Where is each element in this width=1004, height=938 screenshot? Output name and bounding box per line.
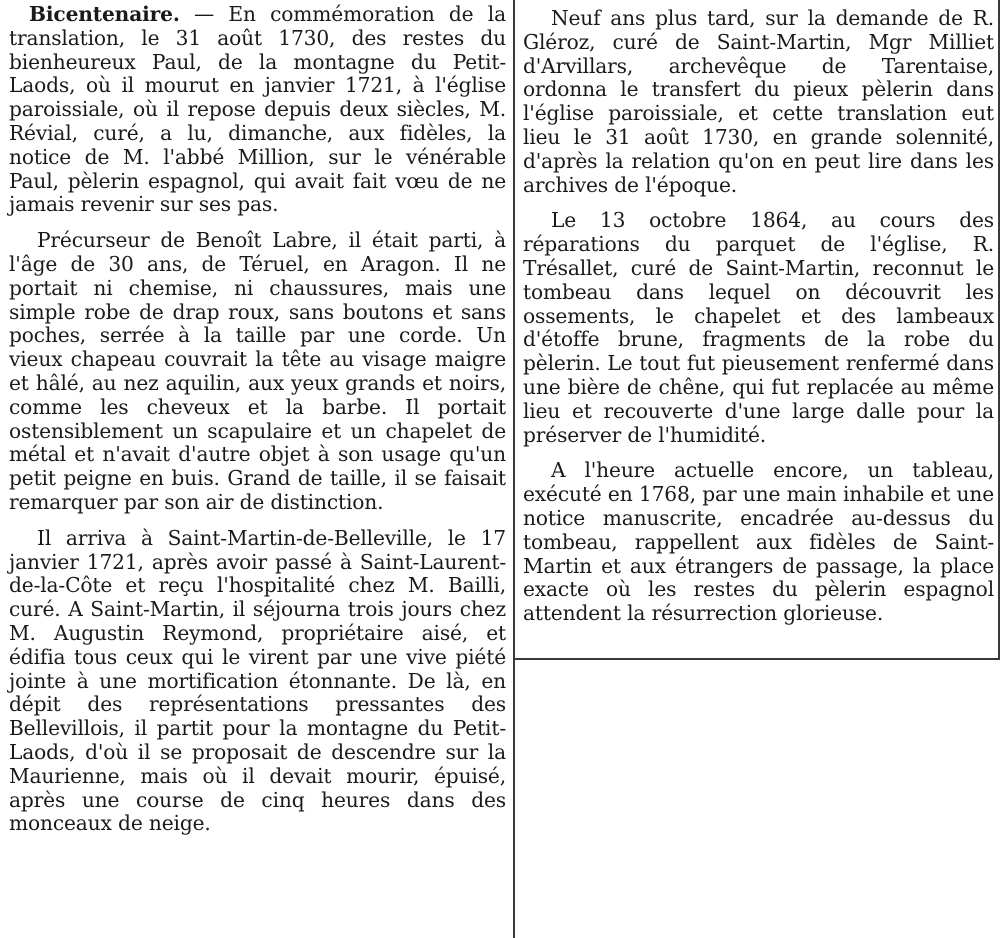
paragraph-text: — En commémoration de la translation, le 31 août 1730, des restes du bienheureux Paul, de la montagne du Petit-Laods, où il mourut en janvier 1721, à l'église paroissiale, où il repose depuis deux siècles, M. Révial, curé, a lu, dimanche, aux fidèles, la notice de M. l'abbé Million, sur le vénérable Paul, pèlerin espagnol, qui avait fait vœu de ne jamais revenir sur ses pas.: [9, 2, 506, 217]
column-divider: [513, 0, 515, 938]
paragraph-arrivee: Il arriva à Saint-Martin-de-Belleville, le 17 janvier 1721, après avoir passé à Saint-Laurent-de-la-Côte et reçu l'hospitalité chez M. Bailli, curé. A Saint-Martin, il séjourna trois jours chez M. Augustin Reymond, propriétaire aisé, et édifia tous ceux qui le virent par une vive piété jointe à une mortification étonnante. De là, en dépit des représentations pressantes des Bellevillois, il partit pour la montagne du Petit-Laods, d'où il se proposait de descendre sur la Maurienne, mais où il devait mourir, épuisé, après une course de cinq heures dans des monceaux de neige.: [9, 525, 506, 836]
right-column: [523, 7, 994, 626]
left-column: [9, 3, 506, 836]
paragraph-tableau: A l'heure actuelle encore, un tableau, exécuté en 1768, par une main inhabile et une notice manuscrite, encadrée au-dessus du tombeau, rappellent aux fidèles de Saint-Martin et aux étrangers de passage, la place exacte où les restes du pèlerin espagnol attendent la résurrection glorieuse.: [523, 458, 994, 626]
right-border: [998, 0, 1000, 660]
article-kicker: Bicentenaire.: [29, 2, 180, 26]
bottom-border: [515, 658, 1000, 660]
paragraph-precurseur: Précurseur de Benoît Labre, il était parti, à l'âge de 30 ans, de Téruel, en Aragon. Il ne portait ni chemise, ni chaussures, mais une simple robe de drap roux, sans boutons et sans poches, serrée à la taille par une corde. Un vieux chapeau couvrait la tête au visage maigre et hâlé, au nez aquilin, aux yeux grands et noirs, comme les cheveux et la barbe. Il portait ostensiblement un scapulaire et un chapelet de métal et n'avait d'autre objet à son usage qu'un petit peigne en buis. Grand de taille, il se faisait remarquer par son air de distinction.: [9, 228, 506, 514]
paragraph-reparations: Le 13 octobre 1864, au cours des réparations du parquet de l'église, R. Trésallet, curé de Saint-Martin, reconnut le tombeau dans lequel on découvrit les ossements, le chapelet et des lambeaux d'étoffe brune, fragments de la robe du pèlerin. Le tout fut pieusement renfermé dans une bière de chêne, qui fut replacée au même lieu et recouverte d'une large dalle pour la préserver de l'humidité.: [523, 208, 994, 447]
paragraph-translation: Neuf ans plus tard, sur la demande de R. Gléroz, curé de Saint-Martin, Mgr Milliet d'Arvillars, archevêque de Tarentaise, ordonna le transfert du pieux pèlerin dans l'église paroissiale, et cette translation eut lieu le 31 août 1730, en grande solennité, d'après la relation qu'on en peut lire dans les archives de l'époque.: [523, 6, 994, 197]
paragraph-bicentenaire: [9, 3, 506, 217]
